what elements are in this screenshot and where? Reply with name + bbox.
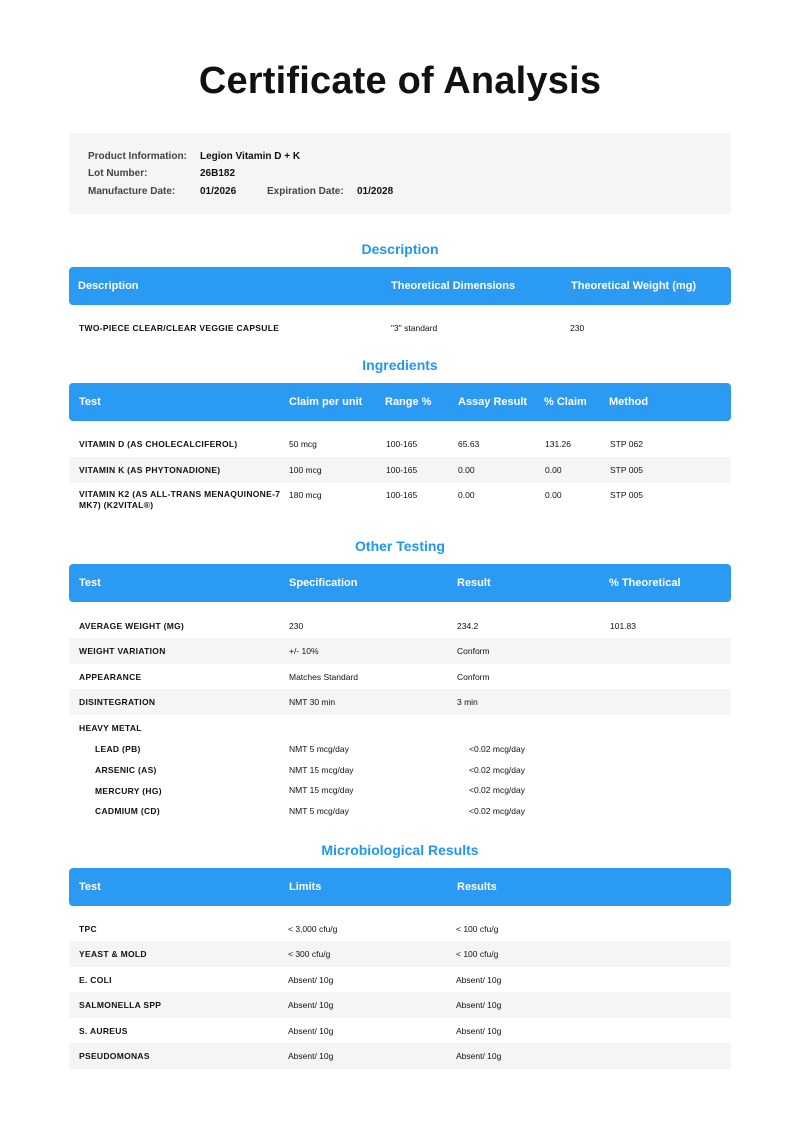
table-row	[69, 740, 731, 760]
expiration-date-value: 01/2028	[357, 186, 394, 197]
description-table-header	[69, 267, 731, 305]
table-row	[69, 432, 731, 457]
header-test: Test	[79, 577, 101, 589]
ingredient-name: VITAMIN K2 (AS ALL-TRANS MENAQUINONE-7 MK7) (K2VITAL®)	[79, 489, 281, 510]
test-specification: 230	[289, 621, 304, 631]
test-result: Conform	[457, 646, 490, 656]
header-theoretical-weight: Theoretical Weight (mg)	[571, 280, 697, 292]
header-percent-theoretical: % Theoretical	[609, 577, 681, 589]
ingredient-assay: 0.00	[458, 490, 475, 500]
table-row	[69, 941, 731, 967]
description-section-title: Description	[361, 241, 439, 257]
table-row	[69, 322, 731, 336]
table-row	[69, 992, 731, 1018]
page-title: Certificate of Analysis	[198, 60, 602, 102]
microbiological-section-title: Microbiological Results	[321, 842, 479, 858]
micro-limit: < 300 cfu/g	[288, 949, 331, 959]
metal-name: LEAD (PB)	[95, 744, 141, 754]
test-name: AVERAGE WEIGHT (MG)	[79, 621, 185, 631]
product-value: Legion Vitamin D + K	[200, 151, 301, 162]
micro-test-name: PSEUDOMONAS	[79, 1051, 150, 1061]
microbiological-table-header	[69, 868, 731, 906]
micro-test-name: YEAST & MOLD	[79, 949, 147, 959]
ingredient-claim: 50 mcg	[289, 439, 317, 449]
ingredient-method: STP 005	[610, 490, 643, 500]
micro-limit: < 3,000 cfu/g	[288, 924, 338, 934]
ingredient-range: 100-165	[386, 465, 418, 475]
metal-specification: NMT 5 mcg/day	[289, 744, 349, 754]
table-row	[69, 689, 731, 715]
micro-test-name: TPC	[79, 924, 97, 934]
ingredient-claim: 100 mcg	[289, 465, 322, 475]
header-description: Description	[78, 280, 139, 292]
table-row	[69, 801, 731, 821]
header-test: Test	[79, 396, 101, 408]
test-name: APPEARANCE	[79, 672, 142, 682]
table-row	[69, 715, 731, 740]
micro-test-name: S. AUREUS	[79, 1026, 128, 1036]
ingredient-range: 100-165	[386, 439, 418, 449]
capsule-dimensions: "3" standard	[391, 323, 438, 333]
capsule-weight: 230	[570, 323, 585, 333]
header-limits: Limits	[289, 881, 322, 893]
metal-name: CADMIUM (CD)	[95, 806, 160, 816]
ingredient-claim: 180 mcg	[289, 490, 322, 500]
test-percent-theoretical: 101.83	[610, 621, 636, 631]
micro-result: Absent/ 10g	[456, 975, 502, 985]
metal-specification: NMT 15 mcg/day	[289, 765, 354, 775]
other-testing-table-header	[69, 564, 731, 602]
micro-limit: Absent/ 10g	[288, 1051, 334, 1061]
header-specification: Specification	[289, 577, 358, 589]
heavy-metal-heading: HEAVY METAL	[79, 723, 142, 733]
other-testing-section-title: Other Testing	[355, 538, 445, 554]
table-row	[69, 760, 731, 780]
lot-value: 26B182	[200, 168, 236, 179]
table-row	[69, 1043, 731, 1069]
test-result: Conform	[457, 672, 490, 682]
metal-result: <0.02 mcg/day	[469, 765, 525, 775]
table-row	[69, 781, 731, 801]
header-test: Test	[79, 881, 101, 893]
table-row	[69, 916, 731, 941]
metal-specification: NMT 5 mcg/day	[289, 806, 349, 816]
table-row	[69, 1018, 731, 1043]
manufacture-date-value: 01/2026	[200, 186, 237, 197]
micro-limit: Absent/ 10g	[288, 975, 334, 985]
ingredient-assay: 0.00	[458, 465, 475, 475]
test-specification: +/- 10%	[289, 646, 319, 656]
table-row	[69, 483, 731, 515]
micro-result: < 100 cfu/g	[456, 924, 499, 934]
micro-limit: Absent/ 10g	[288, 1000, 334, 1010]
test-result: 3 min	[457, 697, 478, 707]
table-row	[69, 613, 731, 638]
ingredient-claim-percent: 0.00	[545, 490, 562, 500]
header-claim-per-unit: Claim per unit	[289, 396, 363, 408]
header-theoretical-dimensions: Theoretical Dimensions	[391, 280, 516, 292]
ingredient-name: VITAMIN D (AS CHOLECALCIFEROL)	[79, 439, 238, 449]
product-info-box	[69, 133, 731, 214]
test-name: WEIGHT VARIATION	[79, 646, 166, 656]
header-result: Result	[457, 577, 491, 589]
metal-result: <0.02 mcg/day	[469, 744, 525, 754]
metal-name: ARSENIC (AS)	[95, 765, 157, 775]
table-row	[69, 638, 731, 664]
metal-specification: NMT 15 mcg/day	[289, 785, 354, 795]
ingredient-assay: 65.63	[458, 439, 480, 449]
micro-test-name: SALMONELLA SPP	[79, 1000, 162, 1010]
manufacture-date-label: Manufacture Date:	[88, 186, 176, 197]
ingredients-section-title: Ingredients	[362, 357, 438, 373]
ingredient-claim-percent: 0.00	[545, 465, 562, 475]
ingredient-method: STP 005	[610, 465, 643, 475]
ingredient-method: STP 062	[610, 439, 643, 449]
micro-result: < 100 cfu/g	[456, 949, 499, 959]
ingredient-range: 100-165	[386, 490, 418, 500]
micro-test-name: E. COLI	[79, 975, 112, 985]
header-assay-result: Assay Result	[458, 396, 528, 408]
ingredient-claim-percent: 131.26	[545, 439, 571, 449]
test-result: 234.2	[457, 621, 479, 631]
table-row	[69, 664, 731, 689]
header-method: Method	[609, 396, 649, 408]
capsule-description: TWO-PIECE CLEAR/CLEAR VEGGIE CAPSULE	[79, 323, 280, 333]
metal-result: <0.02 mcg/day	[469, 806, 525, 816]
product-label: Product Information:	[88, 151, 187, 162]
expiration-date-label: Expiration Date:	[267, 186, 344, 197]
micro-result: Absent/ 10g	[456, 1026, 502, 1036]
header-claim-percent: % Claim	[544, 396, 587, 408]
test-name: DISINTEGRATION	[79, 697, 156, 707]
header-results: Results	[457, 881, 497, 893]
header-range: Range %	[385, 396, 432, 408]
ingredients-table-header	[69, 383, 731, 421]
metal-result: <0.02 mcg/day	[469, 785, 525, 795]
metal-name: MERCURY (HG)	[95, 786, 162, 796]
test-specification: Matches Standard	[289, 672, 358, 682]
micro-result: Absent/ 10g	[456, 1051, 502, 1061]
test-specification: NMT 30 min	[289, 697, 336, 707]
table-row	[69, 457, 731, 483]
table-row	[69, 967, 731, 992]
ingredient-name: VITAMIN K (AS PHYTONADIONE)	[79, 465, 221, 475]
lot-label: Lot Number:	[88, 168, 148, 179]
micro-result: Absent/ 10g	[456, 1000, 502, 1010]
micro-limit: Absent/ 10g	[288, 1026, 334, 1036]
